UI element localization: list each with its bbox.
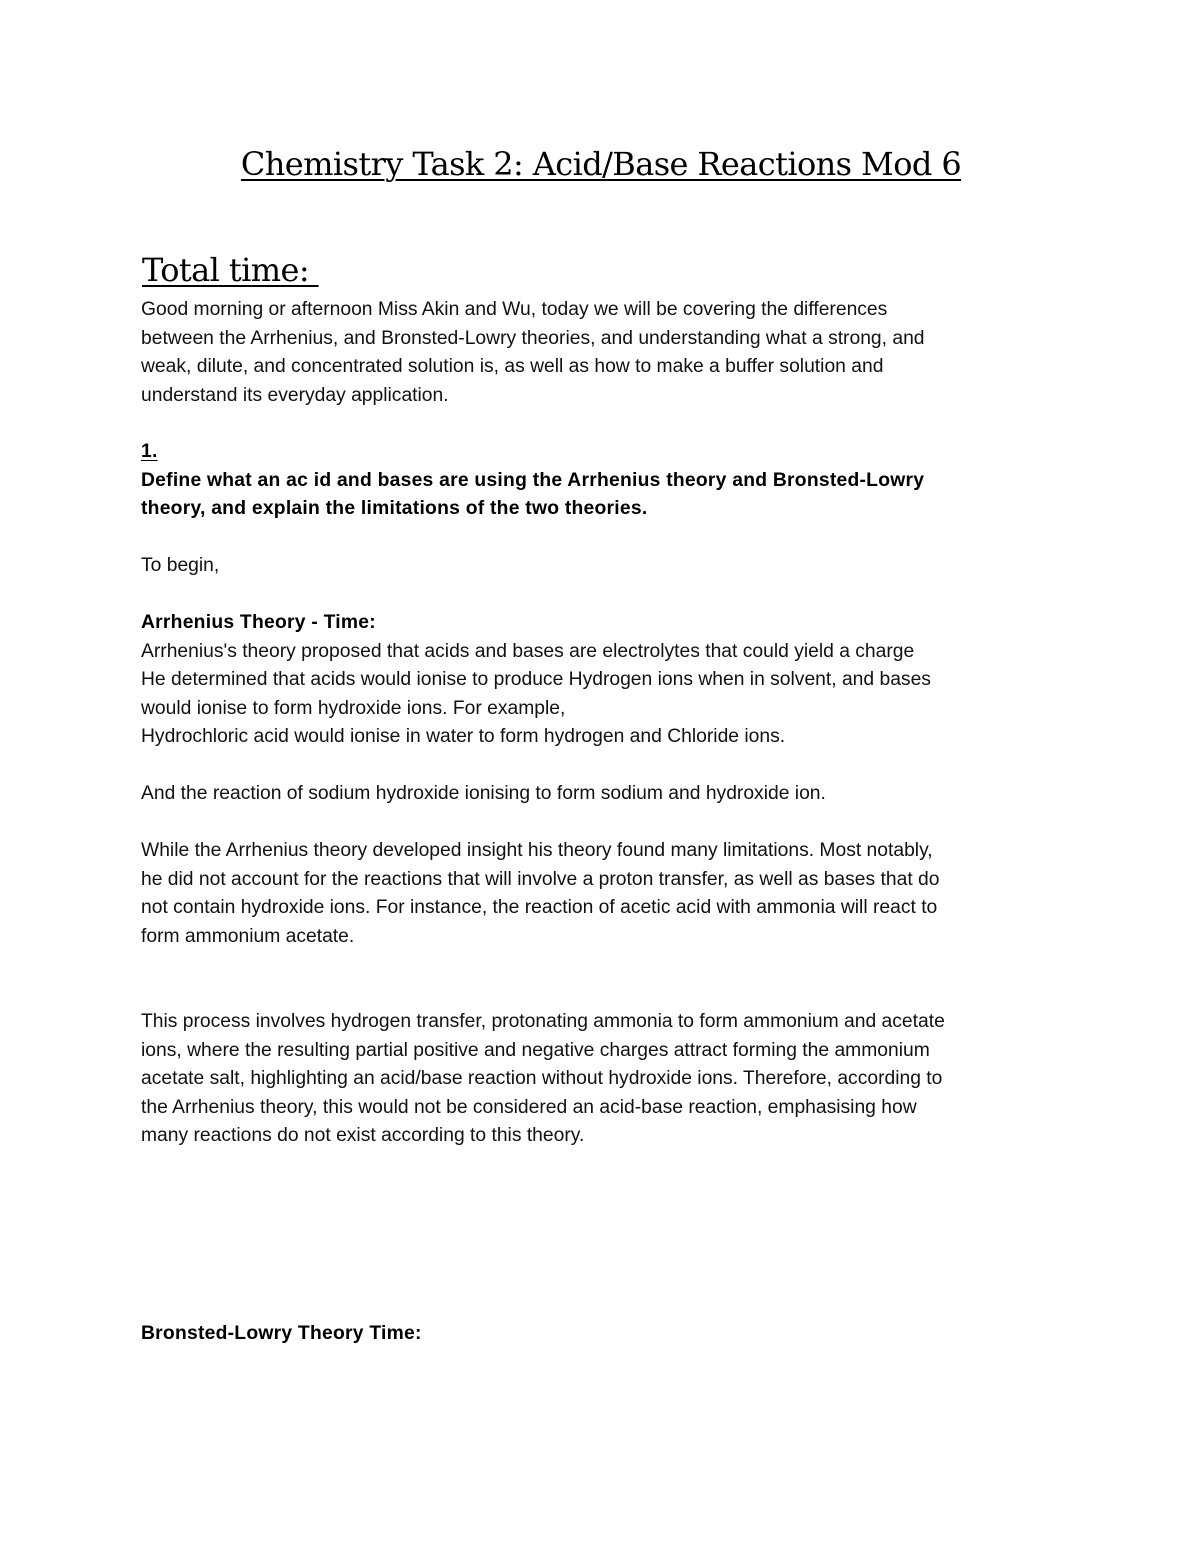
limitations-line: form ammonium acetate.: [141, 925, 355, 947]
arrhenius-section: [141, 609, 1061, 752]
process-paragraph: [141, 1008, 1061, 1151]
sodium-hydroxide-line: And the reaction of sodium hydroxide ionising to form sodium and hydroxide ion.: [141, 783, 826, 804]
arrhenius-heading: Arrhenius Theory - Time:: [141, 612, 376, 633]
arrhenius-line: He determined that acids would ionise to produce Hydrogen ions when in solvent, and bases: [141, 669, 931, 690]
intro-line: between the Arrhenius, and Bronsted-Lowry theories, and understanding what a strong, and: [141, 327, 925, 349]
process-line: This process involves hydrogen transfer, protonating ammonia to form ammonium and acetate: [141, 1011, 945, 1032]
total-time-heading: Total time:: [142, 251, 319, 289]
bronsted-section: [141, 1320, 1061, 1349]
limitations-line: he did not account for the reactions that will involve a proton transfer, as well as bases that do: [141, 868, 940, 890]
to-begin-text: [141, 552, 1061, 581]
process-line: ions, where the resulting partial positive and negative charges attract forming the ammonium: [141, 1039, 930, 1061]
bronsted-heading: Bronsted-Lowry Theory Time:: [141, 1323, 422, 1344]
intro-paragraph: [141, 296, 1061, 410]
limitations-line: While the Arrhenius theory developed insight his theory found many limitations. Most notably,: [141, 840, 933, 861]
process-line: acetate salt, highlighting an acid/base reaction without hydroxide ions. Therefore, according to: [141, 1068, 943, 1089]
question-number: 1.: [141, 441, 158, 462]
to-begin-line: To begin,: [141, 555, 220, 576]
question-line: theory, and explain the limitations of the two theories.: [141, 498, 648, 519]
question-block: [141, 438, 1061, 524]
limitations-paragraph: [141, 837, 1061, 951]
arrhenius-line: Hydrochloric acid would ionise in water to form hydrogen and Chloride ions.: [141, 726, 786, 747]
process-line: the Arrhenius theory, this would not be considered an acid-base reaction, emphasising how: [141, 1096, 917, 1118]
intro-line: understand its everyday application.: [141, 384, 449, 406]
arrhenius-line: would ionise to form hydroxide ions. For example,: [141, 697, 566, 719]
document-title: Chemistry Task 2: Acid/Base Reactions Mod 6: [240, 145, 962, 183]
intro-line: weak, dilute, and concentrated solution is, as well as how to make a buffer solution and: [141, 356, 884, 377]
intro-line: Good morning or afternoon Miss Akin and Wu, today we will be covering the differences: [141, 299, 888, 320]
process-line: many reactions do not exist according to this theory.: [141, 1125, 585, 1146]
limitations-line: not contain hydroxide ions. For instance, the reaction of acetic acid with ammonia will react to: [141, 897, 938, 918]
sodium-hydroxide-paragraph: [141, 780, 1061, 809]
arrhenius-line: Arrhenius's theory proposed that acids and bases are electrolytes that could yield a charge: [141, 640, 915, 662]
question-line: Define what an ac id and bases are using the Arrhenius theory and Bronsted-Lowry: [141, 469, 925, 491]
